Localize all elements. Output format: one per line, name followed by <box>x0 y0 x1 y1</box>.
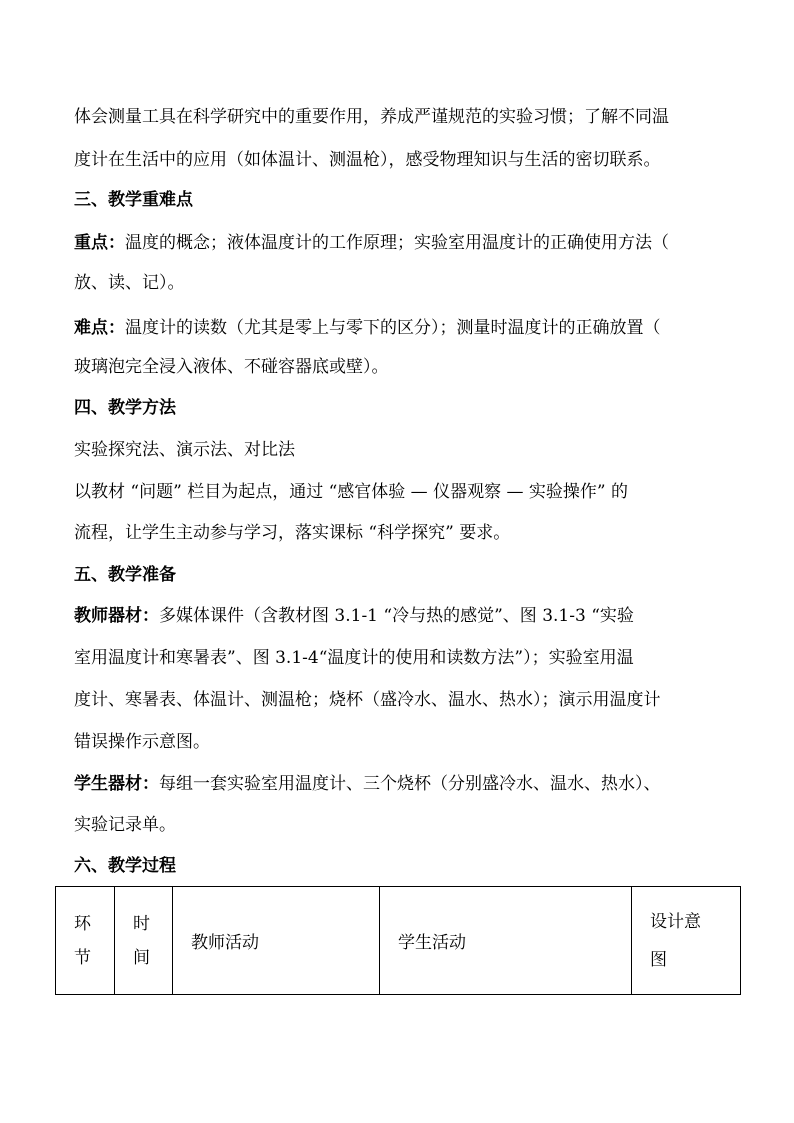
header-teacher-activity-label: 教师活动 <box>191 933 259 953</box>
table-header-row <box>56 887 741 995</box>
header-design-intent <box>632 887 741 995</box>
student-equipment-line-1 <box>74 774 661 794</box>
section-heading-3: 三、教学重难点 <box>74 190 193 210</box>
student-equipment-line-2: 实验记录单。 <box>74 815 176 835</box>
method-line-2: 以教材 “问题” 栏目为起点，通过 “感官体验 — 仪器观察 — 实验操作” 的 <box>74 482 628 502</box>
header-student-activity <box>380 887 632 995</box>
header-time <box>115 887 173 995</box>
method-line-3: 流程，让学生主动参与学习，落实课标 “科学探究” 要求。 <box>74 523 511 543</box>
student-equipment-text: 每组一套实验室用温度计、三个烧杯（分别盛冷水、温水、热水）、 <box>159 774 661 794</box>
key-points-line-2: 放、读、记）。 <box>74 273 185 293</box>
section-heading-6: 六、教学过程 <box>74 856 176 876</box>
goal-line-2: 度计在生活中的应用（如体温计、测温枪），感受物理知识与生活的密切联系。 <box>74 150 661 170</box>
teacher-equipment-line-4: 错误操作示意图。 <box>74 732 210 752</box>
section-heading-5: 五、教学准备 <box>74 565 176 585</box>
difficult-points-line-2: 玻璃泡完全浸入液体、不碰容器底或壁）。 <box>74 357 389 377</box>
difficult-points-label: 难点： <box>74 318 125 338</box>
key-points-line-1 <box>74 233 669 253</box>
header-stage-char-2: 节 <box>74 947 91 968</box>
key-points-label: 重点： <box>74 233 125 253</box>
header-design-intent-line-1: 设计意 <box>650 911 701 932</box>
header-teacher-activity <box>173 887 380 995</box>
difficult-points-text: 温度计的读数（尤其是零上与零下的区分）；测量时温度计的正确放置（ <box>125 318 661 338</box>
section-heading-4: 四、教学方法 <box>74 398 176 418</box>
teacher-equipment-line-3: 度计、寒暑表、体温计、测温枪；烧杯（盛冷水、温水、热水）；演示用温度计 <box>74 690 661 710</box>
header-stage <box>56 887 115 995</box>
teacher-equipment-line-2: 室用温度计和寒暑表”、图 3.1-4“温度计的使用和读数方法”）；实验室用温 <box>74 648 634 668</box>
key-points-text: 温度的概念；液体温度计的工作原理；实验室用温度计的正确使用方法（ <box>125 233 669 253</box>
header-student-activity-label: 学生活动 <box>398 933 466 953</box>
method-line-1: 实验探究法、演示法、对比法 <box>74 440 295 460</box>
teaching-process-table <box>55 886 741 995</box>
header-time-char-2: 间 <box>133 947 150 968</box>
goal-line-1: 体会测量工具在科学研究中的重要作用，养成严谨规范的实验习惯；了解不同温 <box>74 107 669 127</box>
header-stage-char-1: 环 <box>74 913 91 934</box>
student-equipment-label: 学生器材： <box>74 774 159 794</box>
difficult-points-line-1 <box>74 318 661 338</box>
teacher-equipment-text: 多媒体课件（含教材图 3.1-1 “冷与热的感觉”、图 3.1-3 “实验 <box>159 606 634 626</box>
teacher-equipment-line-1 <box>74 606 634 626</box>
header-time-char-1: 时 <box>133 913 150 934</box>
header-design-intent-line-2: 图 <box>650 949 667 970</box>
teacher-equipment-label: 教师器材： <box>74 606 159 626</box>
